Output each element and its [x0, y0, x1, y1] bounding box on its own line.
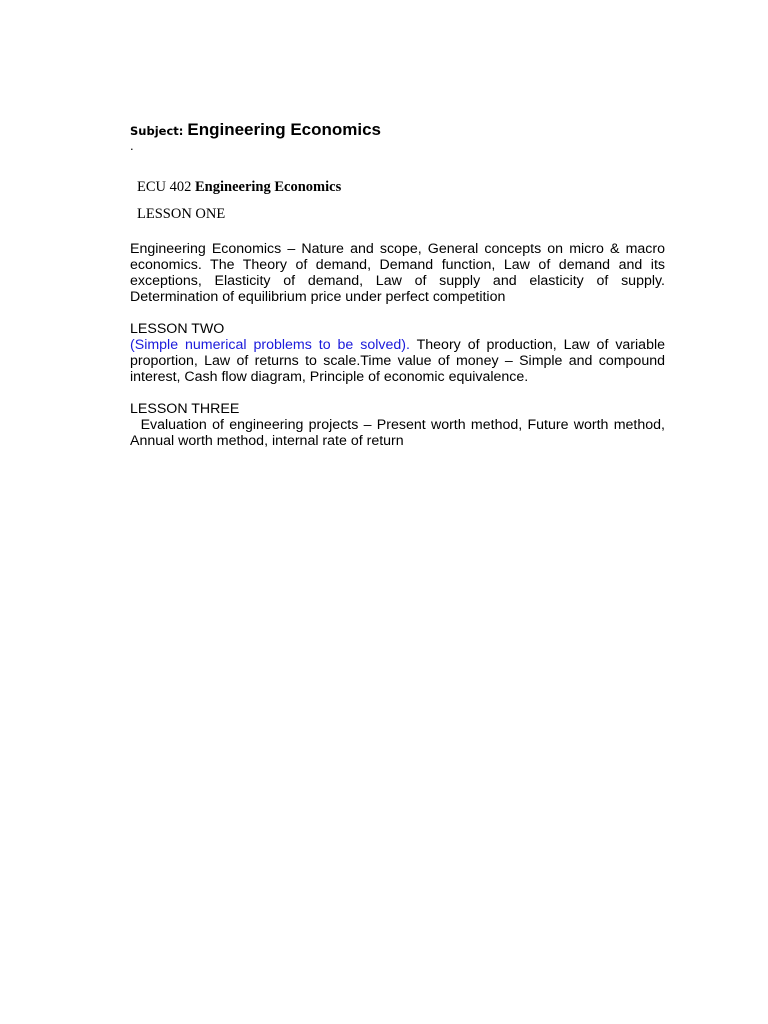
lesson-three-body [130, 417, 665, 449]
lesson-three-heading: LESSON THREE [130, 401, 240, 417]
course-code: ECU 402 [137, 179, 192, 195]
lesson-two-note: (Simple numerical problems to be solved). [130, 337, 410, 353]
course-heading [137, 178, 665, 196]
course-title: Engineering Economics [195, 179, 342, 195]
lesson-one-body: Engineering Economics – Nature and scope, General concepts on micro & macro economics. The Theory of demand, Demand function, Law of demand and its exceptions, Elasticity of demand, Law of supply and elasticity of supply. Determination of equilibrium price under perfect competition [130, 241, 665, 305]
document-page [130, 118, 665, 449]
lesson-two-text: Theory of production, Law of variable proportion, Law of returns to scale.Time value of money – Simple and compound interest, Cash flow diagram, Principle of economic equivalence. [130, 337, 666, 385]
lesson-one-heading: LESSON ONE [137, 206, 226, 222]
dot-line: . [130, 138, 134, 153]
lesson-two-body [130, 337, 665, 385]
subject-label: Subject: [130, 124, 184, 138]
lesson-two-heading: LESSON TWO [130, 321, 225, 337]
lesson-three-text: Evaluation of engineering projects – Present worth method, Future worth method, Annual worth method, internal rate of return [130, 417, 665, 449]
subject-title: Engineering Economics [187, 120, 382, 139]
